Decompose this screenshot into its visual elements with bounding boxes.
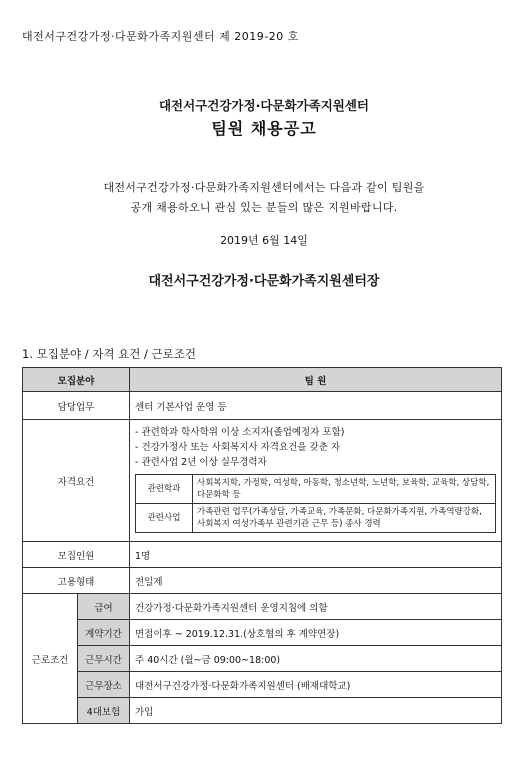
document-number: 대전서구건강가정·다문화가족지원센터 제 2019-20 호: [22, 30, 299, 43]
conditions-label: 근로조건: [23, 594, 78, 724]
qualification-list: [135, 425, 496, 470]
list-item: - 관련학과 학사학위 이상 소지자(졸업예정자 포함): [135, 426, 345, 438]
duty-row: [23, 392, 502, 420]
table-row: [23, 594, 502, 620]
announcement-date: 2019년 6월 14일: [220, 234, 308, 247]
table-header-row: [23, 368, 502, 392]
intro-text: [0, 178, 528, 218]
signatory: 대전서구건강가정·다문화가족지원센터장: [148, 274, 380, 289]
intro-line-2: 공개 채용하오니 관심 있는 분들의 많은 지원바랍니다.: [130, 201, 398, 214]
recruit-count-label: 모집인원: [23, 542, 130, 568]
list-item: - 건강가정사 또는 사회복지사 자격요건을 갖춘 자: [135, 441, 341, 453]
salary-value: 건강가정·다문화가족지원센터 운영지침에 의함: [130, 594, 502, 620]
salary-label: 급여: [78, 594, 130, 620]
related-work-value: 가족관련 업무(가족상담, 가족교육, 가족문화, 다문화가족지원, 가족역량강화, 사회복지 여성가족부 관련기관 근무 등) 종사 경력: [193, 503, 496, 532]
employment-type-label: 고용형태: [23, 568, 130, 594]
table-row: [136, 503, 496, 532]
header-label: 모집분야: [23, 368, 130, 392]
table-row: [23, 646, 502, 672]
work-hours-value: 주 40시간 (월~금 09:00~18:00): [130, 646, 502, 672]
recruit-count-value: 1명: [130, 542, 502, 568]
related-work-label: 관련사업: [136, 503, 193, 532]
table-row: [136, 474, 496, 503]
contract-period-value: 면접이후 ~ 2019.12.31.(상호협의 후 계약연장): [130, 620, 502, 646]
duty-value: 센터 기본사업 운영 등: [130, 392, 502, 420]
section-heading: 1. 모집분야 / 자격 요건 / 근로조건: [22, 347, 196, 361]
contract-period-label: 계약기간: [78, 620, 130, 646]
table-row: [23, 620, 502, 646]
recruit-count-row: [23, 542, 502, 568]
related-major-label: 관련학과: [136, 474, 193, 503]
table-row: [23, 698, 502, 724]
work-place-value: 대전서구건강가정·다문화가족지원센터 (배재대학교): [130, 672, 502, 698]
header-value: 팀 원: [130, 368, 502, 392]
recruitment-table: [22, 367, 502, 724]
intro-line-1: 대전서구건강가정·다문화가족지원센터에서는 다음과 같이 팀원을: [103, 181, 425, 194]
qualification-content: [130, 420, 502, 542]
qualification-detail-table: [135, 474, 496, 533]
organization-name: 대전서구건강가정·다문화가족지원센터: [158, 98, 370, 113]
duty-label: 담당업무: [23, 392, 130, 420]
table-row: [23, 672, 502, 698]
insurance-value: 가입: [130, 698, 502, 724]
work-hours-label: 근무시간: [78, 646, 130, 672]
document-title: 팀원 채용공고: [211, 119, 317, 138]
employment-type-value: 전일제: [130, 568, 502, 594]
qualification-row: [23, 420, 502, 542]
employment-type-row: [23, 568, 502, 594]
list-item: - 관련사업 2년 이상 실무경력자: [135, 456, 267, 468]
insurance-label: 4대보험: [78, 698, 130, 724]
work-place-label: 근무장소: [78, 672, 130, 698]
related-major-value: 사회복지학, 가정학, 여성학, 아동학, 청소년학, 노년학, 보육학, 교육학, 상담학, 다문화학 등: [193, 474, 496, 503]
qualification-label: 자격요건: [23, 420, 130, 542]
